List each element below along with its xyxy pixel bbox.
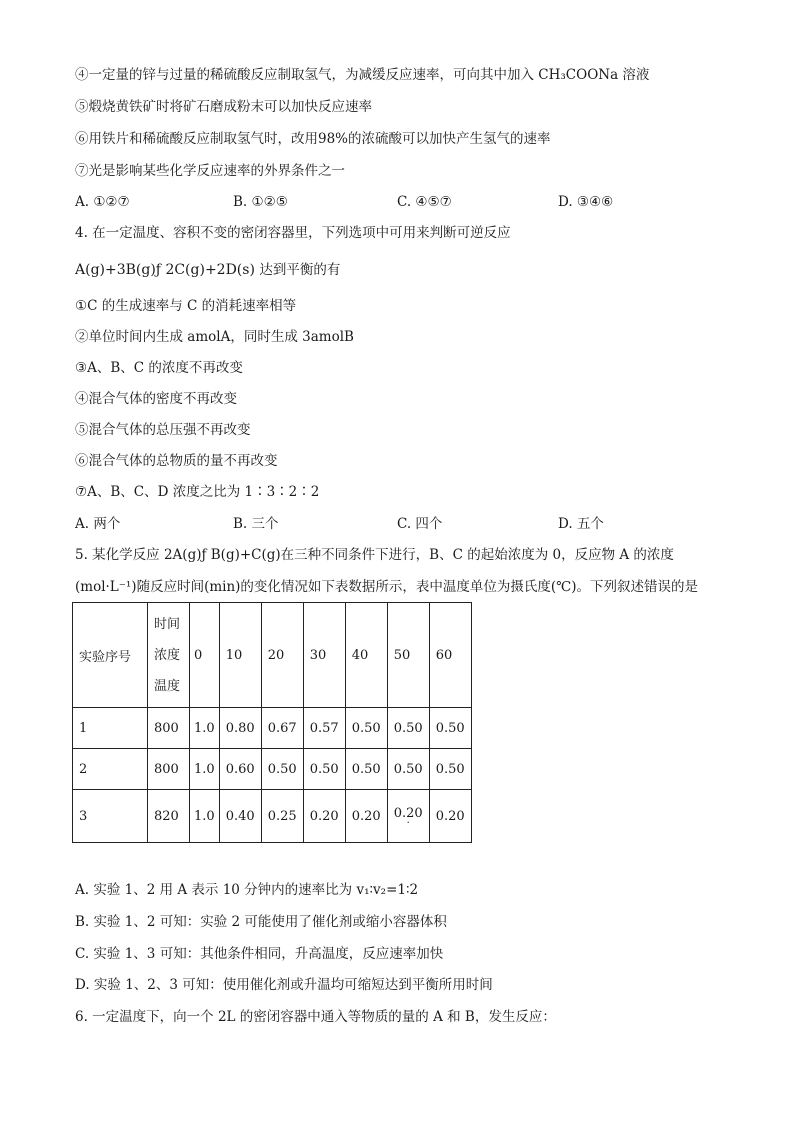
- cell-value: 0.40: [219, 790, 261, 843]
- q4-item-2: ②单位时间内生成 amolA，同时生成 3amolB: [75, 329, 354, 345]
- header-time-10: 10: [219, 603, 261, 708]
- table-row: [73, 749, 472, 790]
- table-header-row: [73, 603, 472, 708]
- q4-item-1: ①C 的生成速率与 C 的消耗速率相等: [75, 298, 297, 314]
- row-temp: 820: [148, 790, 190, 843]
- cell-value: 0.67: [261, 708, 303, 749]
- table-row: [73, 708, 472, 749]
- row-temp: 800: [148, 749, 190, 790]
- q4-stem: 4. 在一定温度、容积不变的密闭容器里，下列选项中可用来判断可逆反应: [75, 225, 511, 241]
- emphasis-dot-icon: ·: [406, 817, 410, 829]
- row-id: 2: [73, 749, 148, 790]
- header-time-0: 0: [190, 603, 220, 708]
- header-time-40: 40: [345, 603, 387, 708]
- cell-value: 0.20: [393, 805, 423, 821]
- q4-equation: A(g)+3B(g)ƒ 2C(g)+2D(s): [75, 262, 255, 278]
- header-temp-label: 温度: [154, 678, 181, 694]
- q5-stem-line2: (mol·L⁻¹)随反应时间(min)的变化情况如下表数据所示，表中温度单位为摄氏度(℃)。下列叙述错误的是: [75, 579, 699, 595]
- q4-item-3: ③A、B、C 的浓度不再改变: [75, 360, 243, 376]
- cell-value: 0.20: [303, 790, 345, 843]
- cell-value: 0.50: [429, 708, 471, 749]
- cell-value: 0.50: [261, 749, 303, 790]
- q4-item-4: ④混合气体的密度不再改变: [75, 391, 237, 407]
- cell-value: 0.50: [387, 749, 429, 790]
- cell-value: 0.60: [219, 749, 261, 790]
- q4-item-6: ⑥混合气体的总物质的量不再改变: [75, 453, 278, 469]
- q3-option-a: A. ①②⑦: [75, 194, 130, 210]
- q5-option-c: C. 实验 1、3 可知：其他条件相同，升高温度，反应速率加快: [75, 946, 444, 962]
- q3-option-c: C. ④⑤⑦: [397, 194, 452, 210]
- q4-item-7: ⑦A、B、C、D 浓度之比为 1∶3∶2∶2: [75, 484, 320, 500]
- q3-item-4: ④一定量的锌与过量的稀硫酸反应制取氢气，为减缓反应速率，可向其中加入 CH₃COONa 溶液: [75, 67, 650, 83]
- cell-value: 0.20: [429, 790, 471, 843]
- cell-value: 0.50: [345, 708, 387, 749]
- cell-value: 0.50: [429, 749, 471, 790]
- q4-equation-line: [75, 258, 340, 278]
- header-conc-label: 浓度: [154, 647, 181, 663]
- q5-option-d: D. 实验 1、2、3 可知：使用催化剂或升温均可缩短达到平衡所用时间: [75, 977, 493, 993]
- q5-option-a: A. 实验 1、2 用 A 表示 10 分钟内的速率比为 v₁∶v₂=1∶2: [75, 882, 419, 898]
- row-temp: 800: [148, 708, 190, 749]
- header-time-30: 30: [303, 603, 345, 708]
- cell-value: 0.50: [387, 708, 429, 749]
- q5-option-b: B. 实验 1、2 可知：实验 2 可能使用了催化剂或缩小容器体积: [75, 914, 447, 930]
- cell-value: 1.0: [190, 749, 220, 790]
- q4-option-c: C. 四个: [397, 516, 443, 532]
- experiment-table: [72, 602, 472, 843]
- cell-value: 0.20: [345, 790, 387, 843]
- header-experiment-id: 实验序号: [73, 603, 148, 708]
- cell-value: 1.0: [190, 708, 220, 749]
- q4-option-a: A. 两个: [75, 516, 121, 532]
- row-id: 3: [73, 790, 148, 843]
- q4-option-d: D. 五个: [558, 516, 604, 532]
- q3-option-d: D. ③④⑥: [558, 194, 614, 210]
- cell-value: 0.25: [261, 790, 303, 843]
- header-diagonal-cell: [148, 603, 190, 708]
- q4-option-b: B. 三个: [233, 516, 279, 532]
- q3-item-5: ⑤煅烧黄铁矿时将矿石磨成粉末可以加快反应速率: [75, 99, 372, 115]
- cell-value: 0.50: [303, 749, 345, 790]
- q3-item-7: ⑦光是影响某些化学反应速率的外界条件之一: [75, 163, 345, 179]
- cell-value-dotted: [387, 790, 429, 843]
- header-time-label: 时间: [154, 616, 181, 632]
- header-time-20: 20: [261, 603, 303, 708]
- q6-stem: 6. 一定温度下，向一个 2L 的密闭容器中通入等物质的量的 A 和 B，发生反应：: [75, 1009, 556, 1025]
- header-time-50: 50: [387, 603, 429, 708]
- q3-option-b: B. ①②⑤: [233, 194, 288, 210]
- cell-value: 0.57: [303, 708, 345, 749]
- row-id: 1: [73, 708, 148, 749]
- q3-item-6: ⑥用铁片和稀硫酸反应制取氢气时，改用98%的浓硫酸可以加快产生氢气的速率: [75, 131, 551, 147]
- cell-value: 0.80: [219, 708, 261, 749]
- q4-item-5: ⑤混合气体的总压强不再改变: [75, 422, 251, 438]
- q5-stem-line1: 5. 某化学反应 2A(g)ƒ B(g)+C(g)在三种不同条件下进行，B、C 的起始浓度为 0，反应物 A 的浓度: [75, 547, 674, 563]
- cell-value: 1.0: [190, 790, 220, 843]
- table-row: [73, 790, 472, 843]
- q4-equation-suffix: 达到平衡的有: [259, 262, 341, 278]
- header-time-60: 60: [429, 603, 471, 708]
- cell-value: 0.50: [345, 749, 387, 790]
